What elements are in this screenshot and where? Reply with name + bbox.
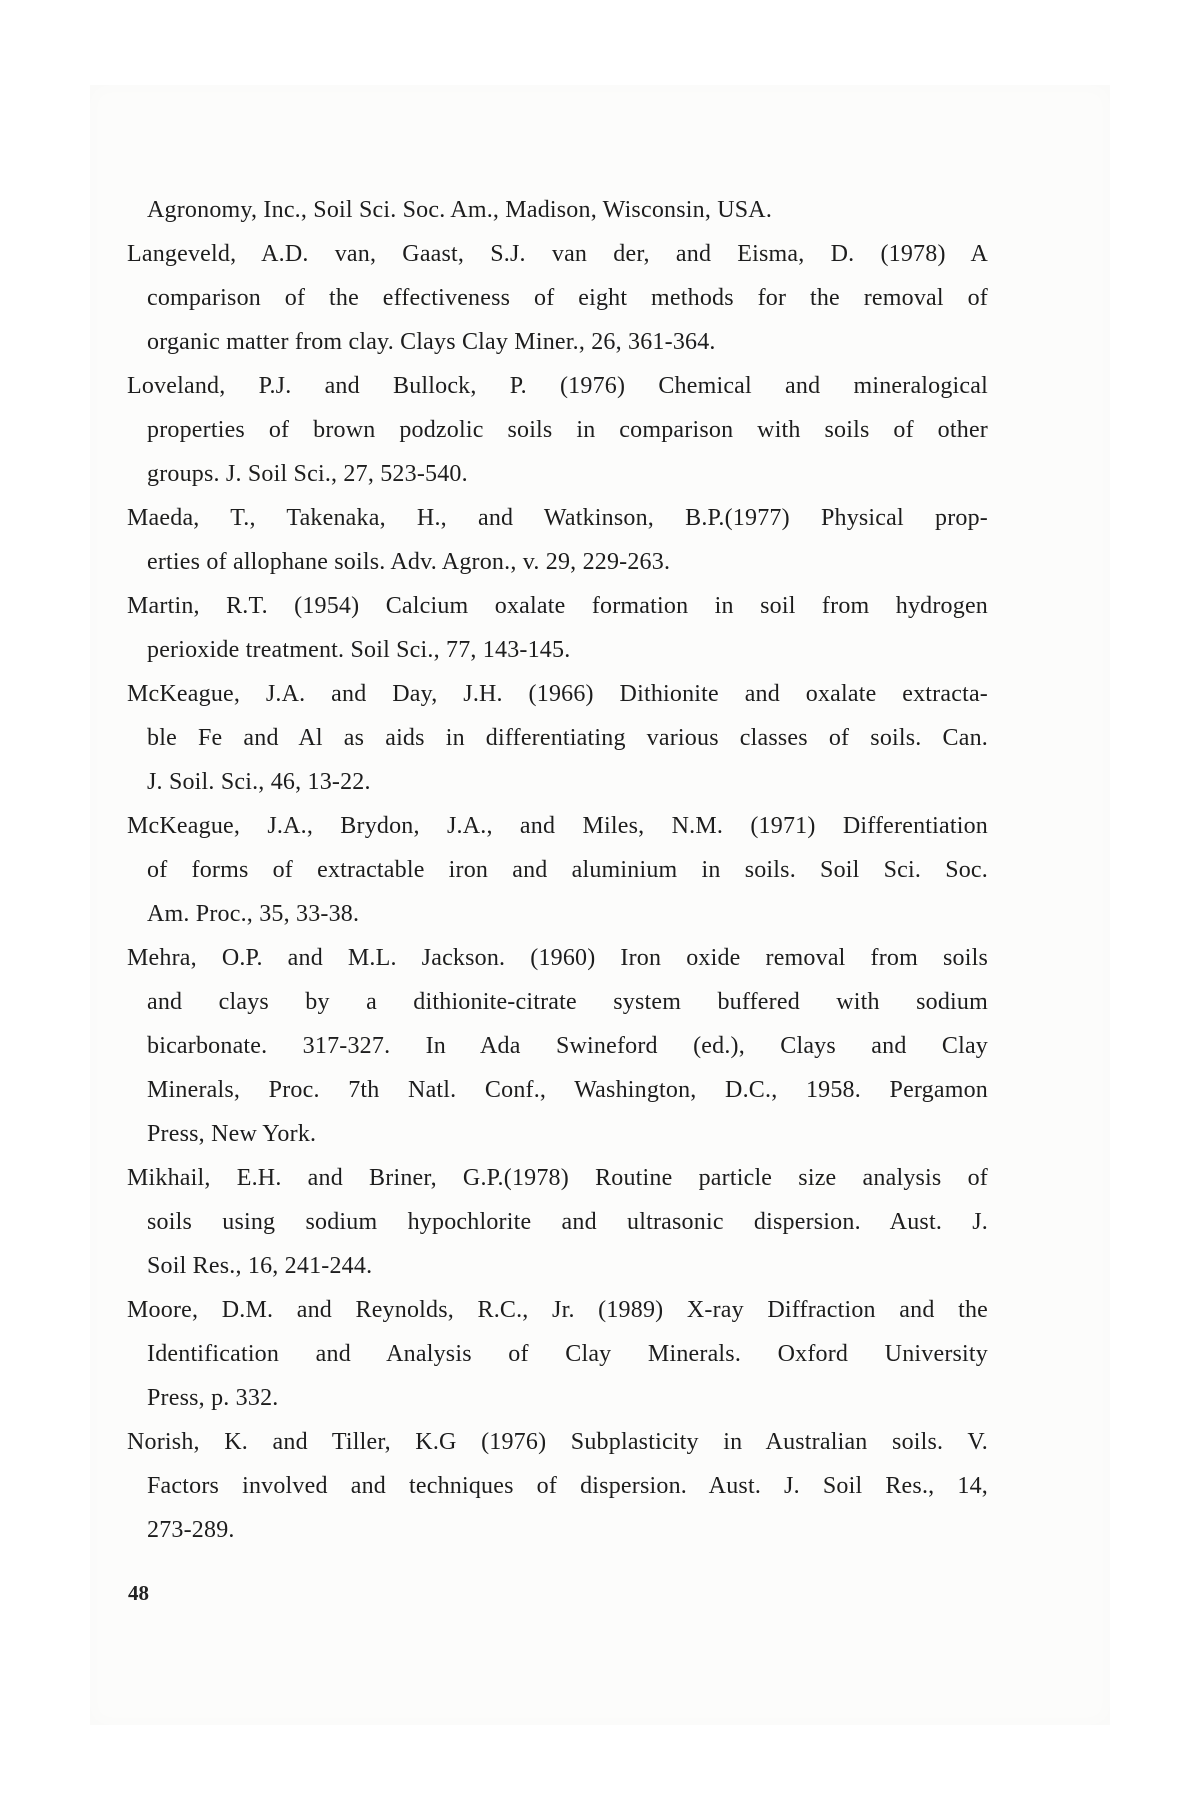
reference-entry bbox=[127, 672, 988, 804]
reference-line: Loveland, P.J. and Bullock, P. (1976) Chemical and mineralogical bbox=[127, 373, 988, 399]
reference-line: Agronomy, Inc., Soil Sci. Soc. Am., Madison, Wisconsin, USA. bbox=[147, 197, 773, 223]
reference-line: Mikhail, E.H. and Briner, G.P.(1978) Routine particle size analysis of bbox=[127, 1165, 988, 1191]
reference-line: Identification and Analysis of Clay Minerals. Oxford University bbox=[147, 1341, 988, 1367]
reference-entry bbox=[127, 232, 988, 364]
reference-line: J. Soil. Sci., 46, 13-22. bbox=[147, 769, 371, 795]
reference-entry bbox=[127, 188, 988, 232]
reference-entry bbox=[127, 1420, 988, 1552]
reference-line: bicarbonate. 317-327. In Ada Swineford (ed.), Clays and Clay bbox=[147, 1033, 988, 1059]
reference-line: and clays by a dithionite-citrate system buffered with sodium bbox=[147, 989, 988, 1015]
reference-entry bbox=[127, 1288, 988, 1420]
reference-line: Soil Res., 16, 241-244. bbox=[147, 1253, 373, 1279]
reference-line: comparison of the effectiveness of eight methods for the removal of bbox=[147, 285, 988, 311]
reference-entry bbox=[127, 1156, 988, 1288]
reference-line: Am. Proc., 35, 33-38. bbox=[147, 901, 360, 927]
reference-line: properties of brown podzolic soils in comparison with soils of other bbox=[147, 417, 988, 443]
reference-line: Maeda, T., Takenaka, H., and Watkinson, B.P.(1977) Physical prop- bbox=[127, 505, 988, 531]
reference-entry bbox=[127, 936, 988, 1156]
reference-line: 273-289. bbox=[147, 1517, 235, 1543]
reference-line: perioxide treatment. Soil Sci., 77, 143-145. bbox=[147, 637, 571, 663]
reference-line: groups. J. Soil Sci., 27, 523-540. bbox=[147, 461, 468, 487]
reference-line: McKeague, J.A. and Day, J.H. (1966) Dithionite and oxalate extracta- bbox=[127, 681, 988, 707]
reference-line: Press, p. 332. bbox=[147, 1385, 279, 1411]
reference-line: soils using sodium hypochlorite and ultrasonic dispersion. Aust. J. bbox=[147, 1209, 988, 1235]
references-list bbox=[127, 188, 988, 1552]
reference-entry bbox=[127, 804, 988, 936]
reference-line: erties of allophane soils. Adv. Agron., v. 29, 229-263. bbox=[147, 549, 671, 575]
reference-entry bbox=[127, 364, 988, 496]
reference-line: of forms of extractable iron and aluminium in soils. Soil Sci. Soc. bbox=[147, 857, 988, 883]
reference-entry bbox=[127, 496, 988, 584]
reference-line: Mehra, O.P. and M.L. Jackson. (1960) Iron oxide removal from soils bbox=[127, 945, 988, 971]
reference-entry bbox=[127, 584, 988, 672]
reference-line: Langeveld, A.D. van, Gaast, S.J. van der, and Eisma, D. (1978) A bbox=[127, 241, 988, 267]
reference-line: Martin, R.T. (1954) Calcium oxalate formation in soil from hydrogen bbox=[127, 593, 988, 619]
page-number: 48 bbox=[128, 1581, 149, 1605]
reference-line: ble Fe and Al as aids in differentiating various classes of soils. Can. bbox=[147, 725, 988, 751]
reference-line: Norish, K. and Tiller, K.G (1976) Subplasticity in Australian soils. V. bbox=[127, 1429, 988, 1455]
reference-line: organic matter from clay. Clays Clay Miner., 26, 361-364. bbox=[147, 329, 716, 355]
reference-line: Factors involved and techniques of dispersion. Aust. J. Soil Res., 14, bbox=[147, 1473, 988, 1499]
reference-line: Press, New York. bbox=[147, 1121, 317, 1147]
reference-line: Moore, D.M. and Reynolds, R.C., Jr. (1989) X-ray Diffraction and the bbox=[127, 1297, 988, 1323]
reference-line: Minerals, Proc. 7th Natl. Conf., Washington, D.C., 1958. Pergamon bbox=[147, 1077, 988, 1103]
reference-line: McKeague, J.A., Brydon, J.A., and Miles, N.M. (1971) Differentiation bbox=[127, 813, 988, 839]
